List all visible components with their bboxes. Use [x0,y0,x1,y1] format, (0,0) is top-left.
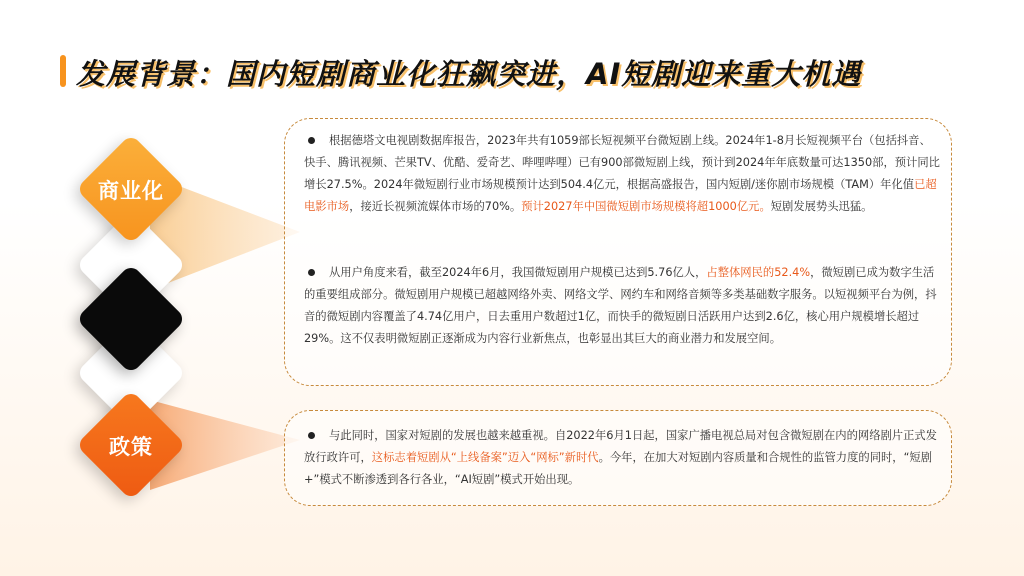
bullet-icon [308,432,315,439]
title-accent-bar [60,55,66,87]
bullet-icon [308,137,315,144]
bullet-icon [308,269,315,276]
page-title: 发展背景：国内短剧商业化狂飙突进，AI短剧迎来重大机遇 [76,57,862,91]
paragraph-policy: 与此同时，国家对短剧的发展也越来越重视。自2022年6月1日起，国家广播电视总局对包含微短剧在内的网络剧片正式发放行政许可，这标志着短剧从“上线备案”迈入“网标”新时代。今年，在加大对短剧内容质量和合规性的监管力度的同时，“短剧+”模式不断渗透到各行各业，“AI短剧”模式开始出现。 [304,429,937,486]
label-policy: 政策 [109,435,153,459]
label-commercial: 商业化 [98,179,164,203]
paragraph-market-size: 根据德塔文电视剧数据库报告，2023年共有1059部长短视频平台微短剧上线。2024年1-8月长短视频平台（包括抖音、快手、腾讯视频、芒果TV、优酷、爱奇艺、哔哩哔哩）已有900部微短剧上线，预计到2024年年底数量可达1350部，预计同比增长27.5%。2024年微短剧行业市场规模预计达到504.4亿元，根据高盛报告，国内短剧/迷你剧市场规模（TAM）年化值已超电影市场，接近长视频流媒体市场的70%。预计2027年中国微短剧市场规模将超1000亿元。短剧发展势头迅猛。 [304,134,940,213]
paragraph-user-scale: 从用户角度来看，截至2024年6月，我国微短剧用户规模已达到5.76亿人，占整体网民的52.4%，微短剧已成为数字生活的重要组成部分。微短剧用户规模已超越网络外卖、网络文学、网约车和网络音频等多类基础数字服务。以短视频平台为例，抖音的微短剧内容覆盖了4.74亿用户，日去重用户数超过1亿，而快手的微短剧日活跃用户达到2.6亿，核心用户规模增长超过29%。这不仅表明微短剧正逐渐成为内容行业新焦点，也彰显出其巨大的商业潜力和发展空间。 [304,266,937,345]
